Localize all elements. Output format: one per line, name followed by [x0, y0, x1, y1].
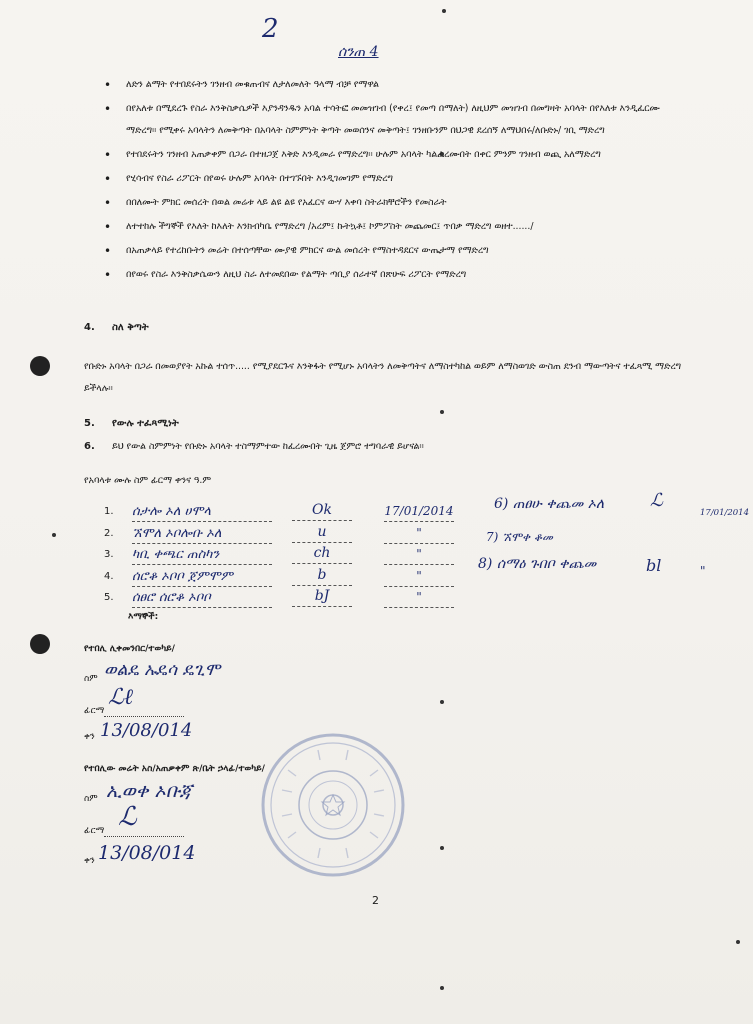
receiver-1-signature: ℒℓ	[108, 685, 134, 710]
list-item: • በአጠቃላይ የተረከቡትን መሬት በተሰጣቸው ሙያዊ ምክርና ውል መሰረት የማስተዳደርና ውጤታማ የማድረግ	[100, 240, 690, 262]
section-6-body: ይህ የውል ስምምነት የቡድኑ አባላት ተስማምተው ከፈረሙበት ጊዜ ጀምሮ ተግባራዊ ይሆናል።	[112, 441, 424, 452]
section-6-number: 6.	[84, 441, 95, 452]
obligations-list	[100, 74, 690, 288]
member-signature: u	[292, 524, 352, 543]
member-number: 3.	[104, 549, 114, 560]
list-item: • ለድን ልማት የተበደሩትን ገንዘብ መቁጠብና ለታለመለት ዓላማ ብቻ የማዋል	[100, 74, 690, 96]
member-date: "	[384, 526, 454, 544]
witness-ditto-mark: "	[700, 564, 706, 578]
receiver-2-title: የተበሊው መሬት አስ/አጠቃቀም ጽ/ቤት ኃላፊ/ተወካይ/	[84, 764, 265, 774]
member-name: ሰሮቆ ኦቦቦ ጀምሞም	[132, 569, 272, 587]
member-signature: bJ	[292, 588, 352, 607]
list-item: • የተበደሩትን ገንዘብ አጠቃቀም በጋራ በተዘጋጀ እቅድ እንዲመራ የማድረግ። ሁሉም አባላት ካልፈረሙበት በቀር ምንም ገንዘብ ወጪ አለማድረግ	[100, 144, 690, 166]
witnesses-label: እማኞች:	[128, 612, 159, 622]
member-number: 5.	[104, 592, 114, 603]
punch-hole-bottom	[30, 634, 50, 654]
receiver-1-date-label: ቀን	[84, 732, 95, 742]
page-heading: ሰንጠ 4	[338, 44, 379, 60]
list-item: • በየአለቱ በሚደረጉ የስራ እንቅስቃሴዎች እያንዳንዱን አባል ተሳትፎ መመዝገብ (የቀረ፤ የመጣ በማለት) ለዚህም መዝገብ በመግዛት አባላት በየእለቱ እንዲፈርሙ ማድረግ። የሚቀሩ አባላትን ለመቅጣት በአባላት ስምምነት ቅጣት መወሰንና መቅጣት፤ ገንዘቡንም በህጋዊ ደረሰኝ ለማህበሩ/ለቡድኑ/ ገቢ ማድረግ	[100, 98, 690, 142]
section-4-title: ስለ ቅጣት	[112, 322, 149, 333]
witness-line-2: 7) ኧሞቀ ቆመ	[486, 530, 553, 544]
member-date: "	[384, 590, 454, 608]
scan-dot	[52, 533, 56, 537]
witness-line-1-date: 17/01/2014	[700, 508, 749, 518]
member-number: 1.	[104, 506, 114, 517]
member-name: ሰፀሮ ሰሮቆ ኦቦቦ	[132, 590, 272, 608]
receiver-1-title: የተበሊ ሊቀመንበር/ተወካይ/	[84, 644, 175, 654]
scan-dot	[736, 940, 740, 944]
receiver-2-name: ኢወቀ ኦቡጃ	[106, 780, 192, 802]
receiver-1-date: 13/08/014	[100, 720, 193, 741]
list-item: • የሂሳብና የስራ ሪፖርት በየወሩ ሁሉም አባላት በተገኙበት እንዲገመገም የማድረግ	[100, 168, 690, 190]
section-5-title: የውሉ ተፈጻሚነት	[112, 418, 179, 429]
receiver-2-date-label: ቀን	[84, 856, 95, 866]
member-name: ኧሞለ ኦቦሎቡ ኦለ	[132, 526, 272, 544]
member-date: "	[384, 569, 454, 587]
receiver-2-sign-label: ፊርማ	[84, 826, 105, 836]
receiver-2-sign-line	[104, 836, 184, 837]
member-name: ሰታሎ ኦለ ሀሞላ	[132, 504, 272, 522]
scan-dot	[440, 410, 444, 414]
section-5-number: 5.	[84, 418, 95, 429]
member-date: "	[384, 547, 454, 565]
member-signature: Ok	[292, 502, 352, 521]
page-number: 2	[372, 894, 379, 907]
witness-line-3: 8) ሰማዕ ጉበቦ ቀጨመ	[478, 556, 597, 572]
receiver-1-name: ወልዴ ኡዴሳ ዴጊሞ	[104, 660, 221, 680]
scan-dot	[442, 9, 446, 13]
receiver-1-sign-line	[104, 716, 184, 717]
member-signature: b	[292, 567, 352, 586]
official-seal-stamp	[258, 730, 408, 880]
member-name: ካቢ ቀጫር ጠስካን	[132, 547, 272, 565]
receiver-2-name-label: ስም	[84, 794, 98, 804]
witness-line-1: 6) ጠፀሁ ቀጨመ ኦለ	[494, 496, 605, 512]
section-4-body: የቡድኑ አባላት በጋራ በመወያየት አኩል ተሰጥ..... የሚያደርጉና እንቅፋት የሚሆኑ አባላትን ለመቅጣትና ለማስተካከል ወይም ለማስወገድ ውስጠ ደንብ ማውጣትና ተፈጻሚ ማድረግ ይችላሉ።	[84, 361, 682, 394]
list-item: • በበለሙት ምክር መሰረት በወል መሬቱ ላይ ልዩ ልዩ የአፈርና ውሃ እቀባ ስትራክቸሮችን የመስራት	[100, 192, 690, 214]
punch-hole-top	[30, 356, 50, 376]
section-4-number: 4.	[84, 322, 95, 333]
handwritten-page-number: 2	[262, 14, 279, 44]
members-label: የአባላቱ ሙሉ ስም ፊርማ ቀንና ዓ.ም	[84, 475, 211, 486]
member-row	[104, 590, 664, 612]
list-item: • በየወሩ የስራ እንቅስቃሴውን ለዚህ ስራ ለተመደበው የልማት ጣቢያ ሰራተኛ በጽሁፍ ሪፖርት የማድረግ	[100, 264, 690, 286]
scan-dot	[440, 986, 444, 990]
scan-dot	[440, 846, 444, 850]
witness-signature-mark: ℒ	[650, 490, 663, 511]
member-row	[104, 523, 664, 548]
receiver-2-date: 13/08/014	[98, 842, 196, 864]
member-date: 17/01/2014	[384, 504, 454, 522]
receiver-1-name-label: ስም	[84, 674, 98, 684]
witness-line-3-mark: bl	[646, 556, 662, 575]
member-signature: ch	[292, 545, 352, 564]
member-number: 2.	[104, 527, 114, 539]
receiver-2-signature: ℒ	[118, 802, 137, 832]
receiver-1-sign-label: ፊርማ	[84, 706, 105, 716]
list-item: • ለተተከሉ ችግኞች የእለት ከእለት እንክብካቤ የማድረግ /አረም፤ ኩትኳቶ፤ ኮምፖስት መጨመር፤ ጥበቃ ማድረግ ወዘተ....../	[100, 216, 690, 238]
member-number: 4.	[104, 570, 114, 582]
scan-dot	[440, 700, 444, 704]
